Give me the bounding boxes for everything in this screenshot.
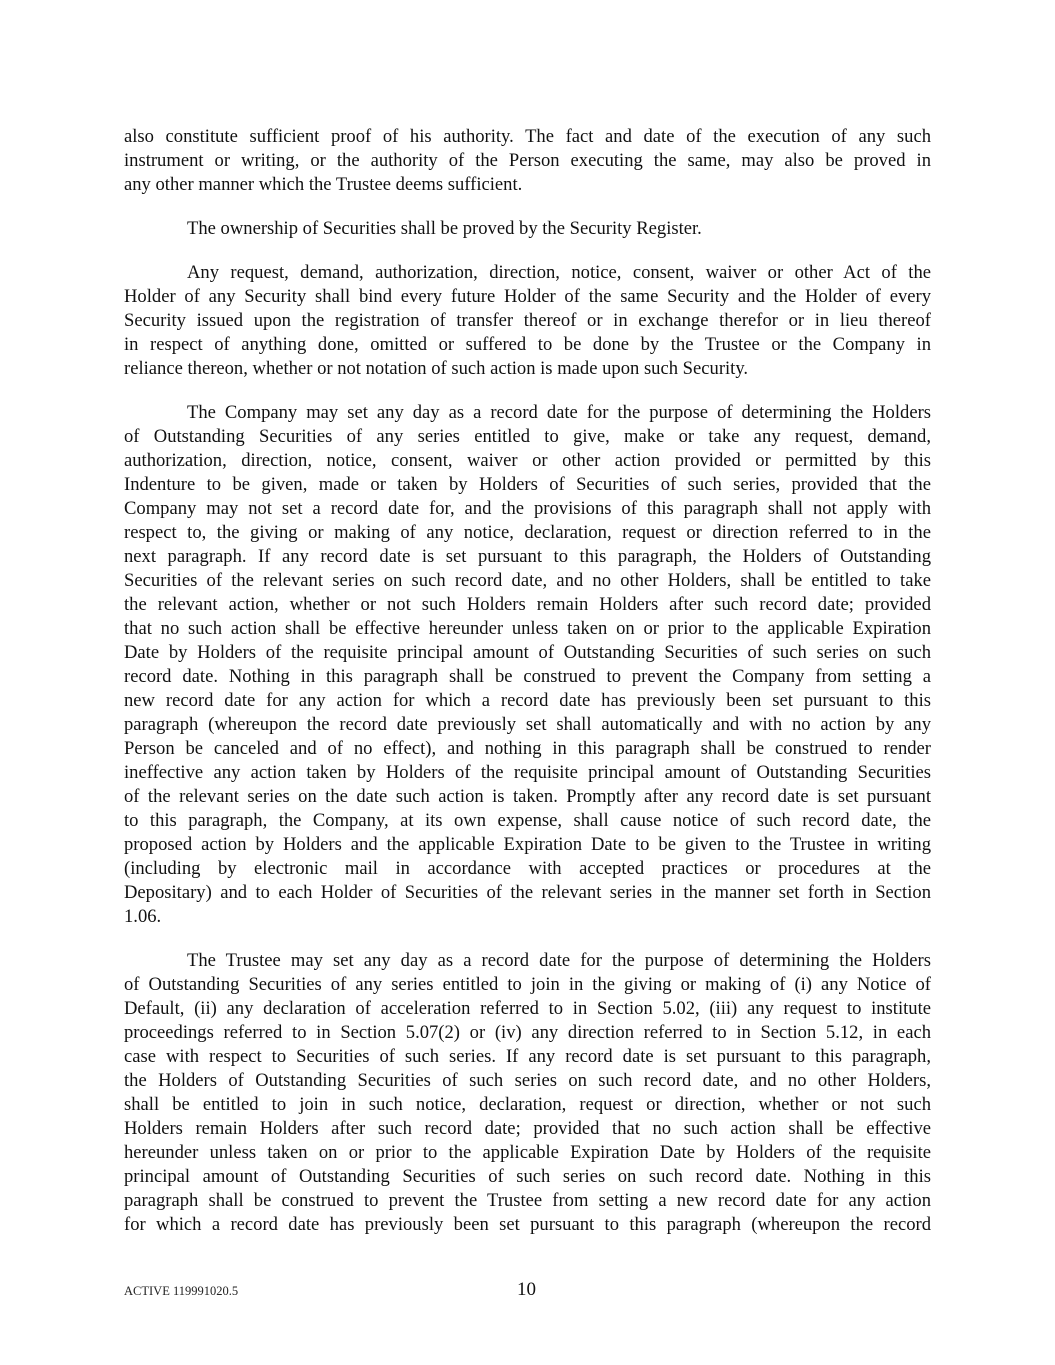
text-line: Securities of the relevant series on such record date, and no other Holders, shall be entitled to take [124,570,931,591]
text-line: Holder of any Security shall bind every future Holder of the same Security and the Holder of every [124,286,931,307]
text-line: the Holders of Outstanding Securities of such series on such record date, and no other Holders, [124,1070,931,1091]
text-line: (including by electronic mail in accordance with accepted practices or procedures at the [124,858,931,879]
text-line: proposed action by Holders and the applicable Expiration Date to be given to the Trustee in writing [124,834,931,855]
text-line: in respect of anything done, omitted or suffered to be done by the Trustee or the Company in [124,334,931,355]
text-line: the relevant action, whether or not such Holders remain Holders after such record date; provided [124,594,931,615]
text-line: next paragraph. If any record date is set pursuant to this paragraph, the Holders of Outstanding [124,546,931,567]
text-line: Company may not set a record date for, and the provisions of this paragraph shall not apply with [124,498,931,519]
text-line: record date. Nothing in this paragraph shall be construed to prevent the Company from setting a [124,666,931,687]
text-line: of Outstanding Securities of any series entitled to join in the giving or making of (i) any Notice of [124,974,931,995]
text-line: also constitute sufficient proof of his authority. The fact and date of the execution of any such [124,126,931,147]
text-line: of Outstanding Securities of any series entitled to give, make or take any request, demand, [124,426,931,447]
text-line: for which a record date has previously been set pursuant to this paragraph (whereupon the record [124,1214,931,1235]
text-line: Date by Holders of the requisite principal amount of Outstanding Securities of such series on such [124,642,931,663]
paragraph [124,261,931,381]
text-line: Indenture to be given, made or taken by Holders of Securities of such series, provided that the [124,474,931,495]
text-line: Holders remain Holders after such record date; provided that no such action shall be effective [124,1118,931,1139]
page-number: 10 [517,1279,536,1300]
document-body [124,125,931,1257]
text-line: of the relevant series on the date such action is taken. Promptly after any record date is set pursuant [124,786,931,807]
paragraph [124,401,931,929]
document-id: ACTIVE 119991020.5 [124,1284,239,1298]
text-line: proceedings referred to in Section 5.07(2) or (iv) any direction referred to in Section 5.12, in each [124,1022,931,1043]
text-line: 1.06. [124,906,162,927]
text-line: Any request, demand, authorization, direction, notice, consent, waiver or other Act of the [187,262,931,283]
text-line: shall be entitled to join in such notice, declaration, request or direction, whether or not such [124,1094,931,1115]
text-line: ineffective any action taken by Holders of the requisite principal amount of Outstanding Securities [124,762,931,783]
text-line: case with respect to Securities of such series. If any record date is set pursuant to this paragraph, [124,1046,931,1067]
text-line: any other manner which the Trustee deems sufficient. [124,174,523,195]
text-line: authorization, direction, notice, consent, waiver or other action provided or permitted by this [124,450,931,471]
text-line: new record date for any action for which a record date has previously been set pursuant to this [124,690,931,711]
text-line: paragraph (whereupon the record date previously set shall automatically and with no action by any [124,714,931,735]
paragraph [124,949,931,1237]
text-line: respect to, the giving or making of any notice, declaration, request or direction referred to in the [124,522,931,543]
text-line: Depositary) and to each Holder of Securities of the relevant series in the manner set forth in Section [124,882,931,903]
text-line: to this paragraph, the Company, at its own expense, shall cause notice of such record date, the [124,810,931,831]
paragraph [124,217,931,241]
text-line: Person be canceled and of no effect), and nothing in this paragraph shall be construed to render [124,738,931,759]
text-line: The Company may set any day as a record date for the purpose of determining the Holders [187,402,931,423]
paragraph [124,125,931,197]
text-line: Security issued upon the registration of transfer thereof or in exchange therefor or in lieu thereof [124,310,931,331]
text-line: Default, (ii) any declaration of acceleration referred to in Section 5.02, (iii) any request to institute [124,998,931,1019]
text-line: principal amount of Outstanding Securities of such series on such record date. Nothing in this [124,1166,931,1187]
text-line: The ownership of Securities shall be proved by the Security Register. [187,218,702,239]
text-line: paragraph shall be construed to prevent the Trustee from setting a new record date for any action [124,1190,931,1211]
text-line: instrument or writing, or the authority of the Person executing the same, may also be proved in [124,150,931,171]
text-line: The Trustee may set any day as a record date for the purpose of determining the Holders [187,950,931,971]
text-line: that no such action shall be effective hereunder unless taken on or prior to the applicable Expiration [124,618,931,639]
text-line: reliance thereon, whether or not notation of such action is made upon such Security. [124,358,749,379]
text-line: hereunder unless taken on or prior to the applicable Expiration Date by Holders of the requisite [124,1142,931,1163]
